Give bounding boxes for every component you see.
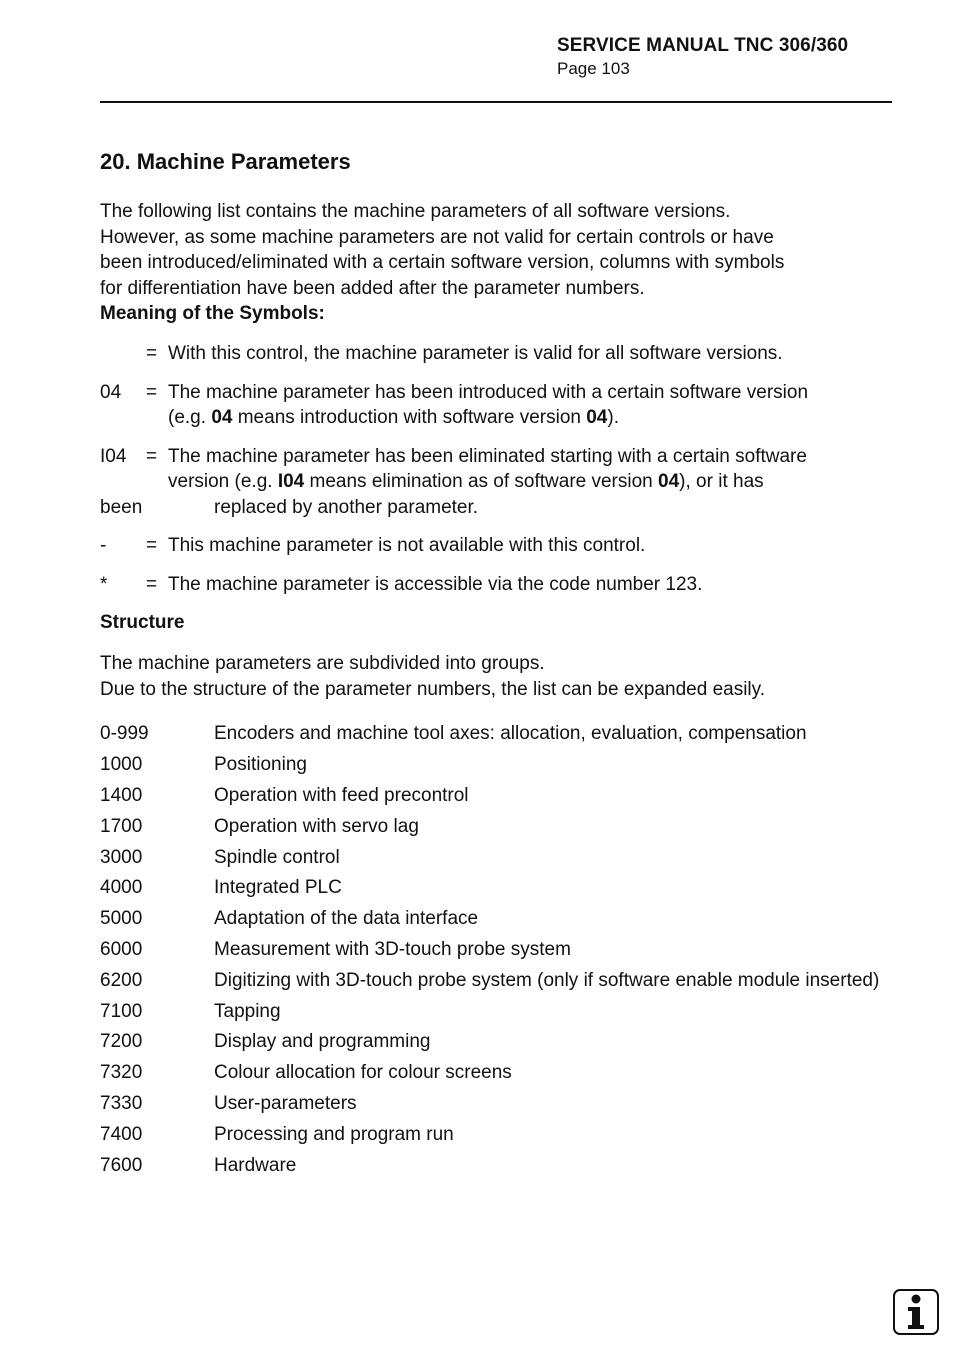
group-label: User-parameters <box>214 1092 357 1114</box>
symbol-description-line <box>168 405 900 431</box>
group-number: 3000 <box>100 846 143 868</box>
group-number: 7600 <box>100 1154 143 1176</box>
group-number: 7320 <box>100 1062 143 1084</box>
group-label: Encoders and machine tool axes: allocation, evaluation, compensation <box>214 723 807 745</box>
parameter-group-row <box>100 1153 900 1179</box>
symbol-row <box>100 380 900 431</box>
info-glyph-icon <box>901 1293 931 1331</box>
parameter-group-row <box>100 937 900 963</box>
group-label: Tapping <box>214 1000 281 1022</box>
symbol-description-line: The machine parameter has been eliminated starting with a certain software <box>168 445 807 467</box>
symbols-heading: Meaning of the Symbols: <box>100 303 325 325</box>
group-label: Measurement with 3D-touch probe system <box>214 938 571 960</box>
manual-title: SERVICE MANUAL TNC 306/360 <box>557 35 849 56</box>
intro-line: However, as some machine parameters are not valid for certain controls or have <box>100 226 774 248</box>
text-run: ), or it has <box>679 471 764 493</box>
group-label: Operation with feed precontrol <box>214 784 469 806</box>
group-number: 7100 <box>100 1000 143 1022</box>
structure-description <box>100 651 900 703</box>
symbol-description: The machine parameter is accessible via the code number 123. <box>168 573 703 595</box>
parameter-group-row <box>100 1060 900 1086</box>
page-content <box>100 146 900 1183</box>
group-label: Processing and program run <box>214 1123 454 1145</box>
symbol-description <box>168 380 900 431</box>
bold-code: 04 <box>211 407 233 429</box>
intro-line: The following list contains the machine parameters of all software versions. <box>100 201 731 222</box>
group-label: Hardware <box>214 1154 297 1176</box>
group-number: 6200 <box>100 969 143 991</box>
group-label: Positioning <box>214 754 307 776</box>
parameter-group-row <box>100 968 900 994</box>
structure-heading: Structure <box>100 612 185 634</box>
parameter-group-row <box>100 845 900 871</box>
structure-description-line: Due to the structure of the parameter numbers, the list can be expanded easily. <box>100 679 766 701</box>
intro-paragraph <box>100 199 900 301</box>
group-label: Colour allocation for colour screens <box>214 1062 512 1084</box>
symbol-equals: = <box>146 343 158 365</box>
group-number: 6000 <box>100 938 143 960</box>
bold-code: 04 <box>658 471 680 493</box>
text-run: version (e.g. <box>168 471 278 493</box>
group-number: 4000 <box>100 877 143 899</box>
parameter-group-list <box>100 721 900 1178</box>
group-label: Spindle control <box>214 846 340 868</box>
parameter-group-row <box>100 1091 900 1117</box>
group-number: 7400 <box>100 1123 143 1145</box>
symbol-equals: = <box>146 573 158 595</box>
text-run: replaced by another parameter. <box>214 496 479 518</box>
symbol-description-line <box>100 495 900 521</box>
parameter-group-row <box>100 721 900 747</box>
group-number: 0-999 <box>100 723 149 745</box>
group-number: 1700 <box>100 815 143 837</box>
structure-description-line: The machine parameters are subdivided into groups. <box>100 653 545 675</box>
parameter-group-row <box>100 906 900 932</box>
group-label: Adaptation of the data interface <box>214 908 479 930</box>
text-run: (e.g. <box>168 407 212 429</box>
group-number: 5000 <box>100 908 143 930</box>
symbol-equals: = <box>146 445 158 467</box>
symbol-description-line: The machine parameter has been introduced with a certain software version <box>168 381 809 403</box>
group-number: 7200 <box>100 1031 143 1053</box>
symbol-key: I04 <box>100 445 127 467</box>
header-divider <box>100 101 892 103</box>
group-label: Digitizing with 3D-touch probe system (only if software enable module inserted) <box>214 969 880 991</box>
parameter-group-row <box>100 999 900 1025</box>
info-icon <box>893 1289 939 1335</box>
group-label: Integrated PLC <box>214 877 342 899</box>
symbol-description <box>100 444 900 521</box>
parameter-group-row <box>100 1122 900 1148</box>
symbol-equals: = <box>146 381 158 403</box>
symbol-equals: = <box>146 535 158 557</box>
symbol-key: - <box>100 535 107 557</box>
text-run: ). <box>607 407 619 429</box>
symbol-key <box>100 341 146 367</box>
text-run: means elimination as of software version <box>304 471 659 493</box>
group-label: Operation with servo lag <box>214 815 419 837</box>
page-number: Page 103 <box>557 59 630 78</box>
symbol-row <box>100 444 900 521</box>
section-title: 20. Machine Parameters <box>100 149 351 174</box>
text-run: means introduction with software version <box>232 407 587 429</box>
symbol-row <box>100 533 900 559</box>
text-run: been <box>100 496 143 518</box>
symbol-description: This machine parameter is not available with this control. <box>168 535 646 557</box>
bold-code: 04 <box>586 407 608 429</box>
group-number: 1400 <box>100 784 143 806</box>
page-header <box>557 35 848 81</box>
parameter-group-row <box>100 1029 900 1055</box>
symbol-key: * <box>100 573 108 595</box>
group-number: 1000 <box>100 754 143 776</box>
parameter-group-row <box>100 875 900 901</box>
symbol-description-line <box>168 469 900 495</box>
symbol-key: 04 <box>100 381 122 403</box>
intro-line: for differentiation have been added after the parameter numbers. <box>100 277 645 299</box>
parameter-group-row <box>100 783 900 809</box>
bold-code: I04 <box>277 471 305 493</box>
symbol-row <box>100 572 900 598</box>
group-number: 7330 <box>100 1092 143 1114</box>
parameter-group-row <box>100 814 900 840</box>
symbol-list <box>100 341 900 597</box>
intro-line: been introduced/eliminated with a certain software version, columns with symbols <box>100 252 785 274</box>
symbol-row <box>100 341 900 367</box>
parameter-group-row <box>100 752 900 778</box>
group-label: Display and programming <box>214 1031 431 1053</box>
symbol-description: With this control, the machine parameter is valid for all software versions. <box>168 343 783 365</box>
